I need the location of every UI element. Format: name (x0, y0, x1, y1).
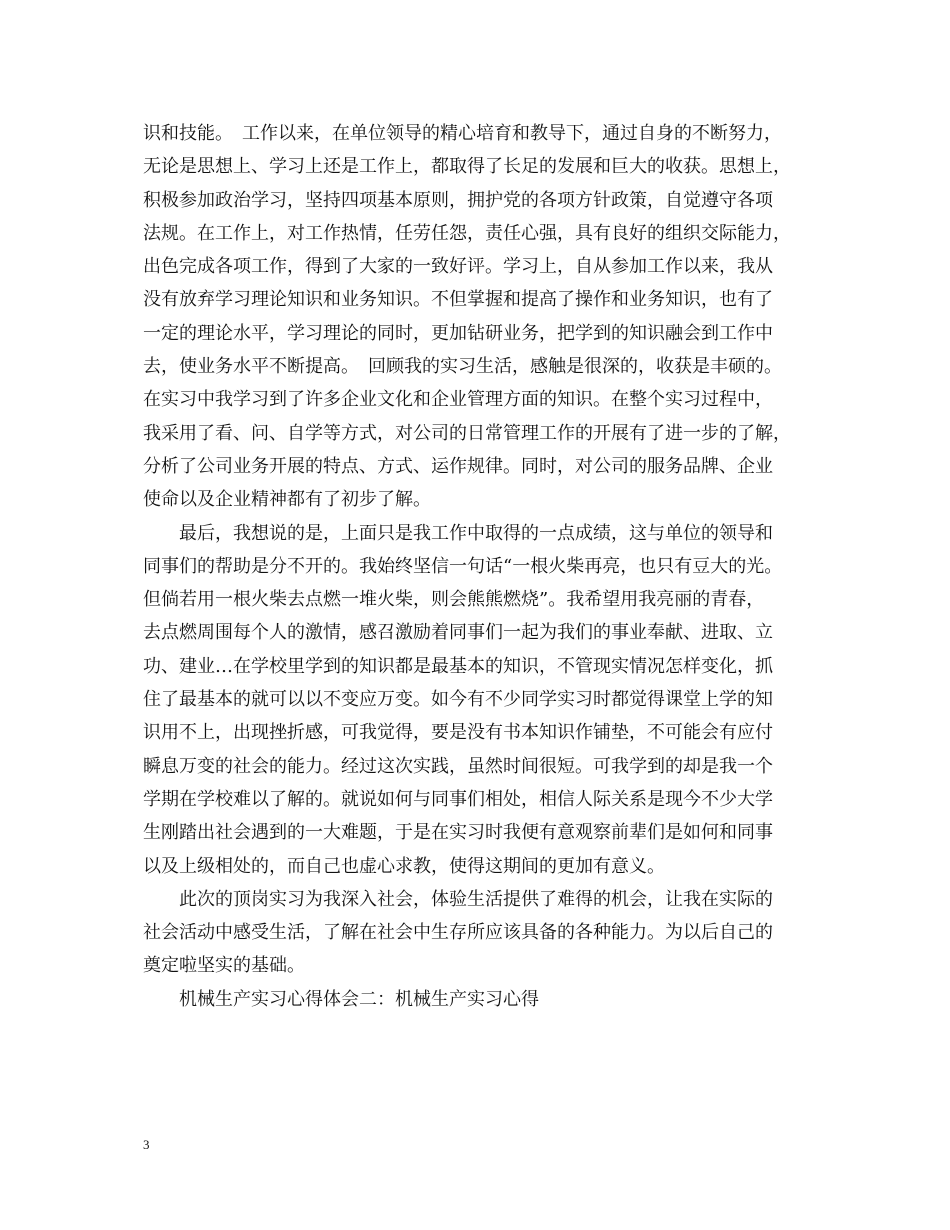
text-line: 使命以及企业精神都有了初步了解。 (143, 489, 431, 511)
body-text (143, 117, 833, 1016)
text-line: 瞬息万变的社会的能力。经过这次实践，虽然时间很短。可我学到的却是我一个 (143, 755, 773, 777)
text-line: 没有放弃学习理论知识和业务知识。不但掌握和提高了操作和业务知识，也有了 (143, 289, 773, 311)
text-line: 社会活动中感受生活，了解在社会中生存所应该具备的各种能力。为以后自己的 (143, 922, 773, 944)
text-line: 住了最基本的就可以以不变应万变。如今有不少同学实习时都觉得课堂上学的知 (143, 689, 773, 711)
page-number: 3 (143, 1137, 150, 1152)
text-line: 积极参加政治学习，坚持四项基本原则，拥护党的各项方针政策，自觉遵守各项 (143, 189, 773, 211)
text-line: 分析了公司业务开展的特点、方式、运作规律。同时，对公司的服务品牌、企业 (143, 455, 773, 477)
text-line: 识用不上，出现挫折感，可我觉得，要是没有书本知识作铺垫，不可能会有应付 (143, 722, 773, 744)
text-line: 去点燃周围每个人的激情，感召激励着同事们一起为我们的事业奉献、进取、立 (143, 622, 773, 644)
text-line: 法规。在工作上，对工作热情，任劳任怨，责任心强，具有良好的组织交际能力， (143, 222, 791, 244)
text-line: 以及上级相处的，而自己也虚心求教，使得这期间的更加有意义。 (143, 855, 665, 877)
text-line: 生刚踏出社会遇到的一大难题，于是在实习时我便有意观察前辈们是如何和同事 (143, 822, 773, 844)
text-line: 出色完成各项工作，得到了大家的一致好评。学习上，自从参加工作以来，我从 (143, 256, 773, 278)
text-line: 此次的顶岗实习为我深入社会，体验生活提供了难得的机会，让我在实际的 (143, 888, 773, 910)
text-line: 无论是思想上、学习上还是工作上，都取得了长足的发展和巨大的收获。思想上， (143, 156, 791, 178)
text-line: 我采用了看、问、自学等方式，对公司的日常管理工作的开展有了进一步的了解， (143, 422, 791, 444)
text-line: 但倘若用一根火柴去点燃一堆火柴，则会熊熊燃烧”。我希望用我亮丽的青春， (143, 589, 765, 611)
text-line: 同事们的帮助是分不开的。我始终坚信一句话“一根火柴再亮，也只有豆大的光。 (143, 555, 783, 577)
text-line: 识和技能。 工作以来，在单位领导的精心培育和教导下，通过自身的不断努力， (143, 123, 782, 144)
text-line: 一定的理论水平，学习理论的同时，更加钻研业务，把学到的知识融会到工作中 (143, 322, 773, 344)
text-line: 在实习中我学习到了许多企业文化和企业管理方面的知识。在整个实习过程中， (143, 389, 773, 411)
text-line: 功、建业…在学校里学到的知识都是最基本的知识，不管现实情况怎样变化，抓 (143, 655, 773, 677)
text-line: 机械生产实习心得体会二：机械生产实习心得 (143, 988, 539, 1010)
text-line: 去，使业务水平不断提高。 回顾我的实习生活，感触是很深的，收获是丰硕的。 (143, 356, 782, 378)
text-line: 学期在学校难以了解的。就说如何与同事们相处，相信人际关系是现今不少大学 (143, 788, 773, 810)
text-line: 最后，我想说的是，上面只是我工作中取得的一点成绩，这与单位的领导和 (143, 522, 773, 544)
text-line: 奠定啦坚实的基础。 (143, 955, 305, 977)
